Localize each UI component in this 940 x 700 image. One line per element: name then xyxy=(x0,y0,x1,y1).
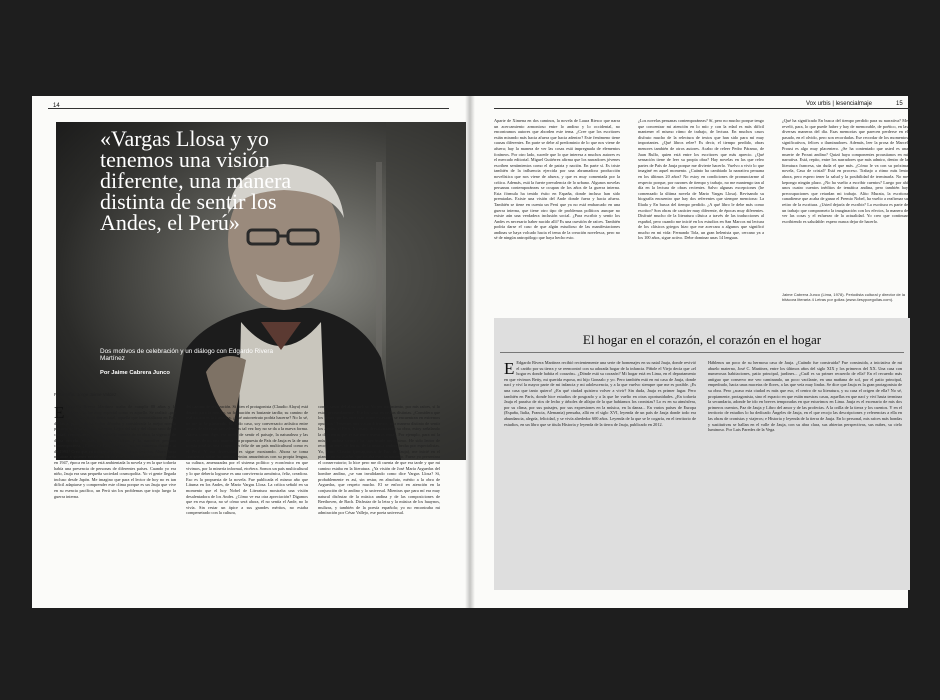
right-page-number: 15 xyxy=(896,101,903,107)
left-column-1-text: Edgardo Rivera Martínez acaba de cumplir 80 años y la celebración fue muy especial como es aquella. Se realizó –por fin– en Jauja, su tierra natal, aquella que inmortalizara en País de Jauja, publicada hace dos décadas y considerada la mejor novela peruana de la década del noventa. Lejos del sol y del clima seco de su ciudad, conversamos con él sobre la esencia de su obra, la vigencia de dicha novela, el hábito de la escritura y la narrativa peruana contemporánea. ¿Cómo ve País de Jauja, con un contexto distinto al de 1993? Creo que está vigente en muchísimos sentidos. Ahora Jauja no atrae a quienes necesitan curarse de la tuberculosis, como ocurría en 1947, época en la que está ambientada la novela y en la que todavía había una presencia de personas de diferentes países. Cuando yo era niño, Jauja era una pequeña sociedad cosmopolita. Yo vi gente llegada incluso desde Japón. Me imagino que para el lector de hoy no es tan difícil adaptarse y comprender este clima porque es un Jauja que vive en su esencia pacífico, un Perú sin los problemas que trajo luego la guerra interna. xyxy=(54,404,176,499)
photo-credit: Fotografía: Jorge Jaime Valdez xyxy=(54,392,117,397)
drop-cap: E xyxy=(54,404,65,422)
article-byline: Por Jaime Cabrera Junco xyxy=(100,370,170,376)
right-column-3: ¿Qué ha significado En busca del tiempo perdido para su narrativa? Me reveló, para, lo que puede haber y hay de memorable, de poético, en las diversas maneras del día. Esas memorias que parecen perderse en el pasado, en el olvido, pero son recordadas. Ese recordar de los momentos significativos, felices o iluminadores. Además, leer la prosa de Marcel Proust es algo muy placentero. ¿Se ha contentado que usted es una muerte de Proust andino? Quizá haya componentes proustianos en mi narrativa. Está, repito, entre los narradores que más admiro, dentro de la literatura francesa, sin duda el que más. ¿Cómo le va con su próxima novela, Casa de cristal? Está en proceso. Trabajo a ritmo más lento ahora, pero espero tener la salud y la posibilidad de terminarla. No me kepongo ningún plazo. ¿No ha vuelto a escribir cuentos? Luego por ahí unos cuatro cuentos inéditos de temática andina, pero también hay preocupaciones que retardan mi trabajo. Alito Murata, la escritora canadiense que acaba de ganar el Premio Nobel, ha vuelto a reafirmar su retiro de la escritura. ¿Usted dejaría de escribir? La escritura es parte de un trabajo que comprometo la imaginación con los efectos, la manera de ver las cosas y el esfuerzo de la actualidad. Yo creo que continuar escribiendo es saludable: espero nunca dejar de hacerlo. xyxy=(782,118,908,224)
right-column-2: ¿Los novelas peruanas contemporáneas? Sí, pero no mucho porque tengo que concentrar mi atención en lo mío y con la edad es más difícil mantener el mismo ritmo de trabajo, de lectura. En muchos casos disfruto mucho de la relectura de textos que han sido para mí muy importantes. ¿Qué libros relee? Es decir, el tiempo perdido, obras menores también de otros autores. Acabo de releer Pedro Páramo, de Juan Rulfo, quien está entre los escritores que más aprecio. ¿Qué sensación tiene de leer su propia obra? Hay novelas en las que releo partes de País de Jauja porque me divierte hacerlo. Vuelvo a vivir lo que imaginé en aquel momento. ¿Cuánto ha cambiado la narrativa peruana en los últimos 20 años? No estoy en condiciones de pronunciarme al respecto porque, por razones de tiempo y trabajo, no me mantengo tan al día en la lectura de obras recientes. Salvo algunas excepciones (he comenzado la última novela de Mario Vargas Llosa). Revisando su biografía encuentro que hay dos referentes que siempre menciona: La Ilíada y En busca del tiempo perdido. ¿A qué libro le debe más como escritor? Son obras de carácter muy diferente, de épocas muy diferentes. Disfruté mucho de la literatura clásica a través de las traducciones al español, pero cuando me inicié en los estudios en San Marcos mi lectura de los clásicos griegos hizo que me acercara a algunos que significó mucho en mi vida: Fernando Tola, un gran helenista que, cercano ya a los 100 años, sigue activo. Debe dominar unas 14 lenguas. xyxy=(638,118,764,241)
left-column-3: con el sentir del alma andina. Yo por nacimiento, por mis raíces, sí lo estoy profundamente. Eso los sitúa en orillas distintas. ¿Considera que los temas que les interesan como escritores se encuentran en extremos opuestos? Tenemos una visión diferente, una manera distinta de sentir los Andes, el Perú. No estoy desvalorizando su obra, estoy señalando la diferencia que existe entre nuestros temas. Por ejemplo, para mí la música andina siempre ha significado muchísimo. He sido lector de recopilaciones de letras, de la música andina hecha por especialistas. Yo, como Claudio (protagonista de País de Jauja), me inicié en el piano con mi madre, que tocaba ese instrumento. Fuese yo presentara el conservatorio; lo hice pero me di cuenta de que era tarde y que mi camino estaba en la literatura. ¿Ya visión de José María Arguedas del hombre andino, ¿se van invalidando como dice Vargas Llosa? Sí, probablemente es así, sin restar, en absoluto, mérito a la obra de Arguedas, que respeto mucho. El se enfocó en atención en la conjunción de lo andino y lo universal. Mientras que para mí era muy natural disfrutar de la música andina y de las composiciones de Beethoven, de Bach. Disfrutar de la letra y la música de los huaynos, mulizas, y también de la poesía española; yo no encontraba mi admiración por César Vallejo, ese poeta universal. xyxy=(318,404,440,516)
sidebar-column-2: Háblenos un poco de su hermosa casa de Jauja. ¿Cuándo fue construida? Fue construida, a iniciativa de mi abuelo materno, José C. Martínez, entre los últimos años del siglo XIX y los primeros del XX. Una casa con numerosas habitaciones, patio principal, jardines... ¿Cuál es su primer recuerdo de ella? En el recuerdo más antiguo que conservo me veo caminando, un poco vacilante, en una mañana de sol, por el patio principal, empedrado, hacia unas macetas de flores, a las que veía muy lindas. Se dice que Jauja es la gran protagonista de su obra. Pero ¿acaso esta ciudad es más que eso, el centro de su literatura, y su casa el origen de ella? No sé, propiamente, protagonista, sino el espacio en que están nuestras casas, aquellas en que nací y viví hasta terminar la secundaria, adonde he ido en breves temporadas en que estuvimos en Lima. Jauja es el escenario de mis dos primeros cuentos, Paz de Jauja y Libro del amor y de las profecías. A la orilla de la tierra y los cuentos. Y en el territorio de estudios lo ha dedicado Ángeles de Jauja, en el que recojo las descripciones y referencias a ella en las obras de cronistas y viajeros; e Historia y leyenda de la tierra de Jauja. En lo personal, mis raíces más hondas y sustitutivas se hallan en el valle de Jauja, con su abra clara, sus abiertas perspectivas, sus nubes, su cielo luminoso. Por Luis Paredes de la Vega. xyxy=(708,360,902,433)
book-spine-shadow xyxy=(465,96,475,608)
running-head: Vox urbis | lesencialmaje xyxy=(806,101,872,107)
sidebar-column-1-text: Edgardo Rivera Martínez recibió recientemente una serie de homenajes en su natal Jauja, donde revivió el cariño por su tierra y se reencontró con su adorada hogar de la infancia. Piñole el Viejo decía que «el hogar es donde habita el corazón». ¿Dónde está su corazón? Mi hogar está en Lima, en el departamento en que vivimos Betty, mi querida esposa, mi hijo Gonzalo y yo. Pero también está en mi casa de Jauja, donde nací y viví la mayor parte de mi infancia y mi adolescencia, y a la que vuelvo siempre que me es posible. ¡Es una casa que tanto quiero! ¿En qué ciudad quisiera volver a vivir? Sin duda, Jauja es primer lugar. Pero también en París, donde hice estudios de posgrado y a la que he vuelto en otras oportunidades. ¿En todavía Jauja el paraíso de ríos de lecho y árboles de alfajar de la que habíamos los cronistas? Lo es en su atmósfera, por su clima, por sus paisajes, por sus expresiones en la música, en la danza... En varios países de Europa (España, Italia, Francia, Alemania) pensaba, allá en el siglo XVI, leyenda de un país de Jauja donde todo era abundancia, alegría, felicidad, y se vivía alrededor 600 años. Leyenda de la que se le cogaría, en el territorio de estudios, en un libro que se titula Historia y leyenda de la tierra de Jauja, publicado en 2012. xyxy=(504,360,696,427)
right-column-1: Aparte de Ximena en dos caminos, la novela de Laura Riesco que narra un acercamiento armonioso entre lo andino y lo occidental, no encontramos autores que aborden este tema. ¿Cree que los escritores están mirando más hacia afuera que hacia adentro? Este fenómeno tiene causas diferentes. En parte se debe al predominio de lo que nos viene de afuera; hay la manera de ver las cosas está impregnada de elementos foráneos. Por otro lado, sucede que lo que interesa a muchos autores es el mercado editorial. Miguel Gutiérrez afirma que los narradores jóvenes escriben sentimientos como el de patria y nación. En parte sí. Es triste también de la influencia ejercida por una abrumadora producción novelística que nos viene de afuera, y que es muy comentada por la crítica. Además, está la fuerte prevalencia de lo urbano. Algunos novelas peruanas contemporáneas se ocupan de los años de la guerra interna. Esta fórmula ha tenido éxito en España, donde incluso han sido premiadas. Existe una visión del Ande donde fuera y hacia afuera. También se tiene en cuenta un Perú que ya no está embarcado en una guerra interna, que tiene otro tipo de problemas políticos aunque no existe aún una verdadera inclusión social. ¿Para escribir y sentir los Andes es necesario haber nacido allí? Es una cuestión de raíces. También podría darse el caso de que algún estudioso de las manifestaciones andinas se haya volcado hacia el tema de la creación novelesca, pero no sé de ningún antropólogo que haya hecho esto. xyxy=(494,118,620,241)
sidebar-column-1 xyxy=(504,360,696,582)
right-header-rule xyxy=(494,108,910,109)
left-page-number: 14 xyxy=(53,103,60,109)
sidebar-title: El hogar en el corazón, el corazón en el hogar xyxy=(582,332,822,347)
pull-quote: «Vargas Llosa y yo tenemos una visión diferente, una manera distinta de sentir los Andes, el Perú» xyxy=(100,126,292,235)
author-bio: Jaime Cabrera Junco (Lima, 1978). Periodista cultural y director de la bitácora literaria 4 Letras por gollas (www.4esypoegollas.com). xyxy=(782,292,905,302)
left-header-rule xyxy=(48,108,449,109)
sidebar-rule xyxy=(500,352,904,353)
article-deck: Dos motivos de celebración y un diálogo con Edgardo Rivera Martínez xyxy=(100,348,273,362)
left-column-1 xyxy=(54,404,176,604)
left-column-2: del camino de realización. Si bien el protagonista (Claudio Alaya) está dotado para la música, su formación es bastante tardía; su camino de realización es la literatura. ¿Qué autorretrato podría hacerse? No lo sé, no me lo he planteado. En todo caso, soy conversacio artística entre gustos de diversas procedencias tal vez hoy no se da a la nueva forma. Ahora, como digo, ese modo de sentir el paisaje, la naturaleza y las raíces es de mi otra manera. La propuesta de País de Jauja es la de una utopía posible, una conjunción feliz de un país multicultural como es el Perú. Y esa diversidad es sigue mostrando. Ahora se toma conciencia sobre las muchas etnias amazónicas con su propia lengua, su cultura, amenazadas por el sistema político y económico en que vivimos, por la minería informal, etcétera. Somos un país multicultural y lo que debería lograrse es una convivencia armónica, feliz, creadora. Eso es la propuesta de la novela. Fue publicada el mismo año que Lituma en los Andes, de Mario Vargas Llosa. La crítica señaló en su momento que el hoy Nobel de Literatura mostraba una visión desalentadora de los Andes. ¿Cómo ve esa otra apreciación? Digamos que en esa época, no sé cómo será ahora, él no sentía el Ande, no lo vivía. Sin restar un ápice a sus grandes méritos, no estaba compenetrado con la cultura, xyxy=(186,404,308,516)
sidebar-drop-cap: E xyxy=(504,360,515,378)
